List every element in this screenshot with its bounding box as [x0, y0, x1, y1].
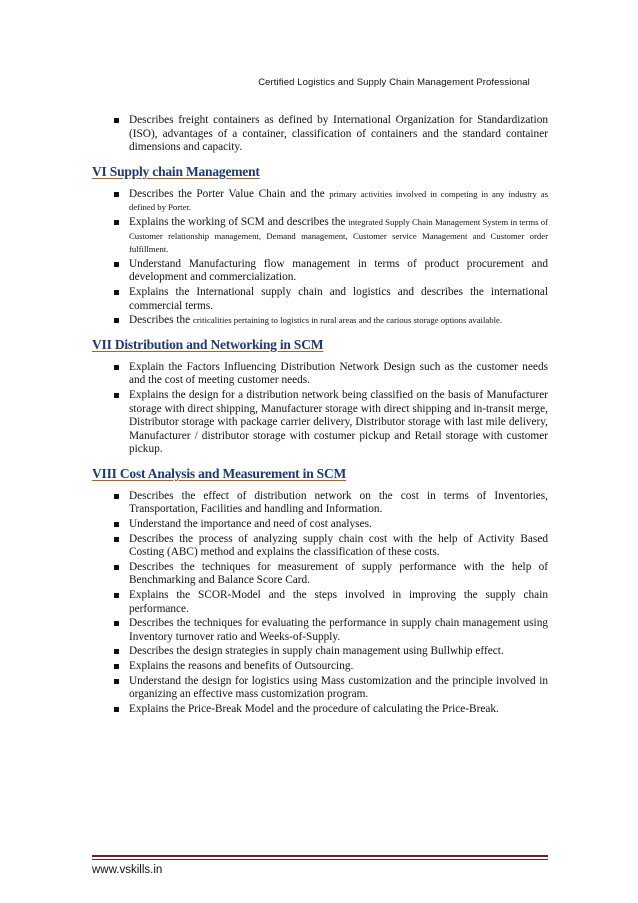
- list-item: Explains the design for a distribution network being classified on the basis of Manufacturer storage with direct shipping, Manufacturer storage with direct shipping and in-transit merge, Distributor storage with package carrier delivery, Distributor storage with last mile delivery, Manufacturer / distributor storage with costumer pickup and Retail storage with customer pickup.: [92, 389, 548, 457]
- bullet-icon: [114, 664, 119, 669]
- section-supply-chain-management: [92, 164, 548, 328]
- list-item: Describes freight containers as defined by International Organization for Standardization (ISO), advantages of a container, classification of containers and the standard container dimensions and capacity.: [92, 114, 548, 155]
- footer-url: www.vskills.in: [92, 864, 163, 876]
- bullet-icon: [114, 494, 119, 499]
- footer-divider: [92, 855, 548, 857]
- bullet-icon: [114, 593, 119, 598]
- bullet-icon: [114, 262, 119, 267]
- bullet-icon: [114, 522, 119, 527]
- list-item: Describes the process of analyzing supply chain cost with the help of Activity Based Costing (ABC) method and explains the classification of these costs.: [92, 533, 548, 560]
- section-distribution-networking: [92, 337, 548, 457]
- footer-divider-thin: [92, 859, 548, 860]
- list-item: Understand the importance and need of cost analyses.: [92, 518, 548, 532]
- section-heading: VI Supply chain Management: [92, 163, 260, 179]
- section-cost-analysis: [92, 466, 548, 717]
- section-list: [92, 490, 548, 717]
- section-heading: VII Distribution and Networking in SCM: [92, 336, 324, 352]
- list-item: Explains the Price-Break Model and the procedure of calculating the Price-Break.: [92, 703, 548, 717]
- page-header: Certified Logistics and Supply Chain Management Professional: [258, 77, 530, 88]
- bullet-icon: [114, 679, 119, 684]
- list-item: Explains the working of SCM and describes the integrated Supply Chain Management System in terms of Customer relationship management, Demand management, Customer service Management and Customer order fulfillment.: [92, 216, 548, 257]
- section-list: [92, 361, 548, 457]
- list-item: Describes the techniques for measurement of supply performance with the help of Benchmarking and Balance Score Card.: [92, 561, 548, 588]
- document-body: [92, 114, 548, 725]
- list-item: Explains the reasons and benefits of Outsourcing.: [92, 660, 548, 674]
- section-list: [92, 188, 548, 328]
- bullet-icon: [114, 707, 119, 712]
- bullet-icon: [114, 192, 119, 197]
- bullet-icon: [114, 118, 119, 123]
- list-item: Describes the effect of distribution network on the cost in terms of Inventories, Transportation, Facilities and handling and Information.: [92, 490, 548, 517]
- list-item: Describes the criticalities pertaining to logistics in rural areas and the carious storage options available.: [92, 314, 548, 328]
- bullet-icon: [114, 393, 119, 398]
- list-item: Describes the design strategies in supply chain management using Bullwhip effect.: [92, 645, 548, 659]
- intro-list: [92, 114, 548, 155]
- bullet-icon: [114, 537, 119, 542]
- bullet-icon: [114, 290, 119, 295]
- bullet-icon: [114, 649, 119, 654]
- list-item: Understand the design for logistics using Mass customization and the principle involved in organizing an effective mass customization program.: [92, 675, 548, 702]
- list-item: Understand Manufacturing flow management in terms of product procurement and development and commercialization.: [92, 258, 548, 285]
- bullet-icon: [114, 365, 119, 370]
- bullet-icon: [114, 565, 119, 570]
- bullet-icon: [114, 318, 119, 323]
- list-item: Explains the SCOR-Model and the steps involved in improving the supply chain performance.: [92, 589, 548, 616]
- bullet-icon: [114, 621, 119, 626]
- list-item: Describes the Porter Value Chain and the primary activities involved in competing in any industry as defined by Porter.: [92, 188, 548, 215]
- list-item: Explains the International supply chain and logistics and describes the international commercial terms.: [92, 286, 548, 313]
- list-item: Explain the Factors Influencing Distribution Network Design such as the customer needs and the cost of meeting customer needs.: [92, 361, 548, 388]
- section-heading: VIII Cost Analysis and Measurement in SCM: [92, 465, 347, 481]
- list-item: Describes the techniques for evaluating the performance in supply chain management using Inventory turnover ratio and Weeks-of-Supply.: [92, 617, 548, 644]
- bullet-icon: [114, 220, 119, 225]
